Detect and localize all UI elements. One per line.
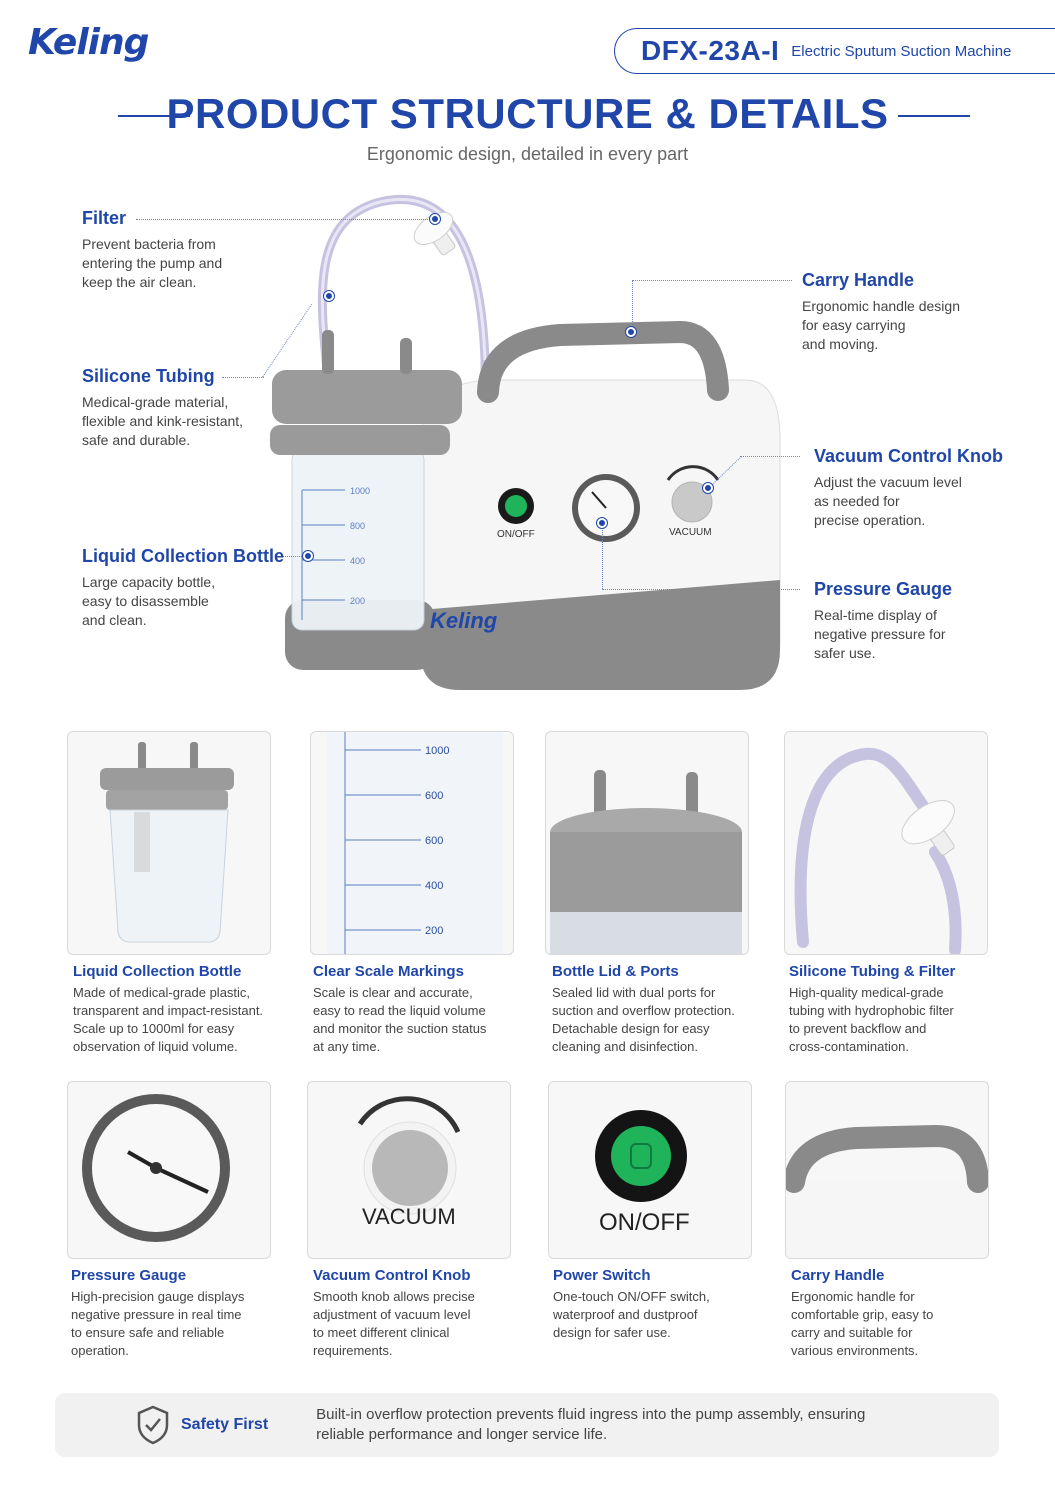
card-scale-image — [310, 731, 514, 955]
hero-scale-800: 800 — [350, 521, 366, 531]
hero-lid-port-2 — [400, 338, 412, 374]
callout-tubing-title: Silicone Tubing — [82, 366, 215, 386]
knob-marker — [703, 483, 713, 493]
gauge-icon — [68, 1082, 271, 1259]
card-scale-title: Clear Scale Markings — [313, 963, 464, 980]
callout-filter-text: Prevent bacteria from entering the pump and keep the air clean. — [82, 236, 223, 290]
card-tubing-text: High-quality medical-grade tubing with hydrophobic filter to prevent backflow and cross-contamination. — [789, 985, 954, 1054]
card-knob-title: Vacuum Control Knob — [313, 1267, 471, 1284]
callout-handle-text: Ergonomic handle design for easy carrying and moving. — [802, 298, 960, 352]
handle-marker — [626, 327, 636, 337]
card-handle-title: Carry Handle — [791, 1267, 885, 1284]
card-lid-title: Bottle Lid & Ports — [552, 963, 679, 980]
hero-bottle-collar — [270, 425, 450, 455]
page-title-wrap — [0, 90, 1055, 138]
card-knob-image — [307, 1081, 511, 1259]
callout-knob — [814, 446, 1014, 530]
hero-bottle-lid — [272, 370, 462, 424]
filter-marker — [430, 214, 440, 224]
hero-lid-port-1 — [322, 330, 334, 374]
shield-check-icon — [135, 1405, 171, 1445]
callout-knob-text: Adjust the vacuum level as needed for precise operation. — [814, 474, 962, 528]
switch-icon — [549, 1082, 752, 1259]
svg-text:VACUUM: VACUUM — [362, 1204, 456, 1229]
tubing-icon — [785, 732, 988, 955]
callout-handle-title: Carry Handle — [802, 270, 915, 290]
bottle-icon — [68, 732, 271, 955]
safety-label: Safety First — [181, 1416, 269, 1433]
card-gauge-image — [67, 1081, 271, 1259]
callout-filter — [82, 208, 262, 292]
card-lid-image — [545, 731, 749, 955]
callout-bottle — [82, 546, 292, 630]
card-scale-text: Scale is clear and accurate, easy to read the liquid volume and monitor the suction status at any time. — [313, 985, 487, 1054]
callout-knob-title: Vacuum Control Knob — [814, 446, 1003, 466]
card-handle-text: Ergonomic handle for comfortable grip, easy to carry and suitable for various environments. — [791, 1289, 934, 1358]
card-bottle-title: Liquid Collection Bottle — [73, 963, 242, 980]
handle-icon — [786, 1082, 989, 1259]
callout-tubing — [82, 366, 272, 450]
card-gauge-title: Pressure Gauge — [71, 1267, 187, 1284]
card-tubing-image — [784, 731, 988, 955]
callout-gauge-title: Pressure Gauge — [814, 579, 953, 599]
scale-icon — [311, 732, 514, 955]
card-switch-title: Power Switch — [553, 1267, 651, 1284]
card-bottle-text: Made of medical-grade plastic, transparent and impact-resistant. Scale up to 1000ml for easy observation of liquid volume. — [73, 985, 264, 1054]
hero-power-label: ON/OFF — [497, 529, 535, 540]
page-subtitle: Ergonomic design, detailed in every part — [366, 144, 689, 164]
callout-bottle-text: Large capacity bottle, easy to disassemble and clean. — [82, 574, 216, 628]
model-code: DFX-23A-I — [641, 35, 780, 66]
safety-banner — [55, 1393, 999, 1457]
knob-leader-h — [740, 456, 800, 457]
hero-vacuum-label: VACUUM — [669, 527, 712, 538]
svg-text:ON/OFF: ON/OFF — [599, 1209, 690, 1236]
gauge-marker — [597, 518, 607, 528]
callout-tubing-text: Medical-grade material, flexible and kink-resistant, safe and durable. — [82, 394, 244, 448]
callout-handle — [802, 270, 1002, 354]
safety-text: Built-in overflow protection prevents fluid ingress into the pump assembly, ensuring reliable performance and longer service life. — [316, 1406, 866, 1443]
hero-scale-200: 200 — [350, 596, 366, 606]
callout-bottle-title: Liquid Collection Bottle — [82, 546, 284, 566]
card-handle-image — [785, 1081, 989, 1259]
tubing-marker — [324, 291, 334, 301]
card-switch-image — [548, 1081, 752, 1259]
bottle-marker — [303, 551, 313, 561]
hero-product-image — [240, 180, 800, 700]
knob-icon — [308, 1082, 511, 1259]
svg-text:400: 400 — [425, 880, 444, 892]
svg-text:600: 600 — [425, 835, 444, 847]
card-gauge-text: High-precision gauge displays negative pressure in real time to ensure safe and reliable operation. — [71, 1289, 245, 1358]
brand-logo: Keling — [28, 22, 149, 63]
card-lid-text: Sealed lid with dual ports for suction and overflow protection. Detachable design for easy cleaning and disinfection. — [552, 985, 735, 1054]
callout-filter-title: Filter — [82, 208, 127, 228]
hero-scale-1000: 1000 — [350, 486, 371, 496]
model-badge — [614, 28, 1055, 74]
hero-logo: Keling — [430, 608, 498, 633]
svg-text:1000: 1000 — [425, 745, 450, 757]
hero-power-switch-button — [505, 495, 527, 517]
lid-icon — [546, 732, 749, 955]
svg-text:600: 600 — [425, 790, 444, 802]
svg-text:200: 200 — [425, 925, 444, 937]
page-title: PRODUCT STRUCTURE & DETAILS — [166, 90, 889, 137]
gauge-leader-h — [602, 589, 800, 590]
handle-leader-v — [632, 280, 633, 332]
model-description: Electric Sputum Suction Machine — [791, 42, 1012, 60]
card-switch-text: One-touch ON/OFF switch, waterproof and dustproof design for safer use. — [553, 1289, 710, 1340]
card-knob-text: Smooth knob allows precise adjustment of vacuum level to meet different clinical requirements. — [313, 1289, 475, 1358]
handle-leader-h — [632, 280, 792, 281]
card-bottle-image — [67, 731, 271, 955]
gauge-leader-v — [602, 524, 603, 589]
card-tubing-title: Silicone Tubing & Filter — [789, 963, 956, 980]
callout-gauge — [814, 579, 1014, 663]
callout-gauge-text: Real-time display of negative pressure for safer use. — [814, 607, 946, 661]
hero-scale-400: 400 — [350, 556, 366, 566]
